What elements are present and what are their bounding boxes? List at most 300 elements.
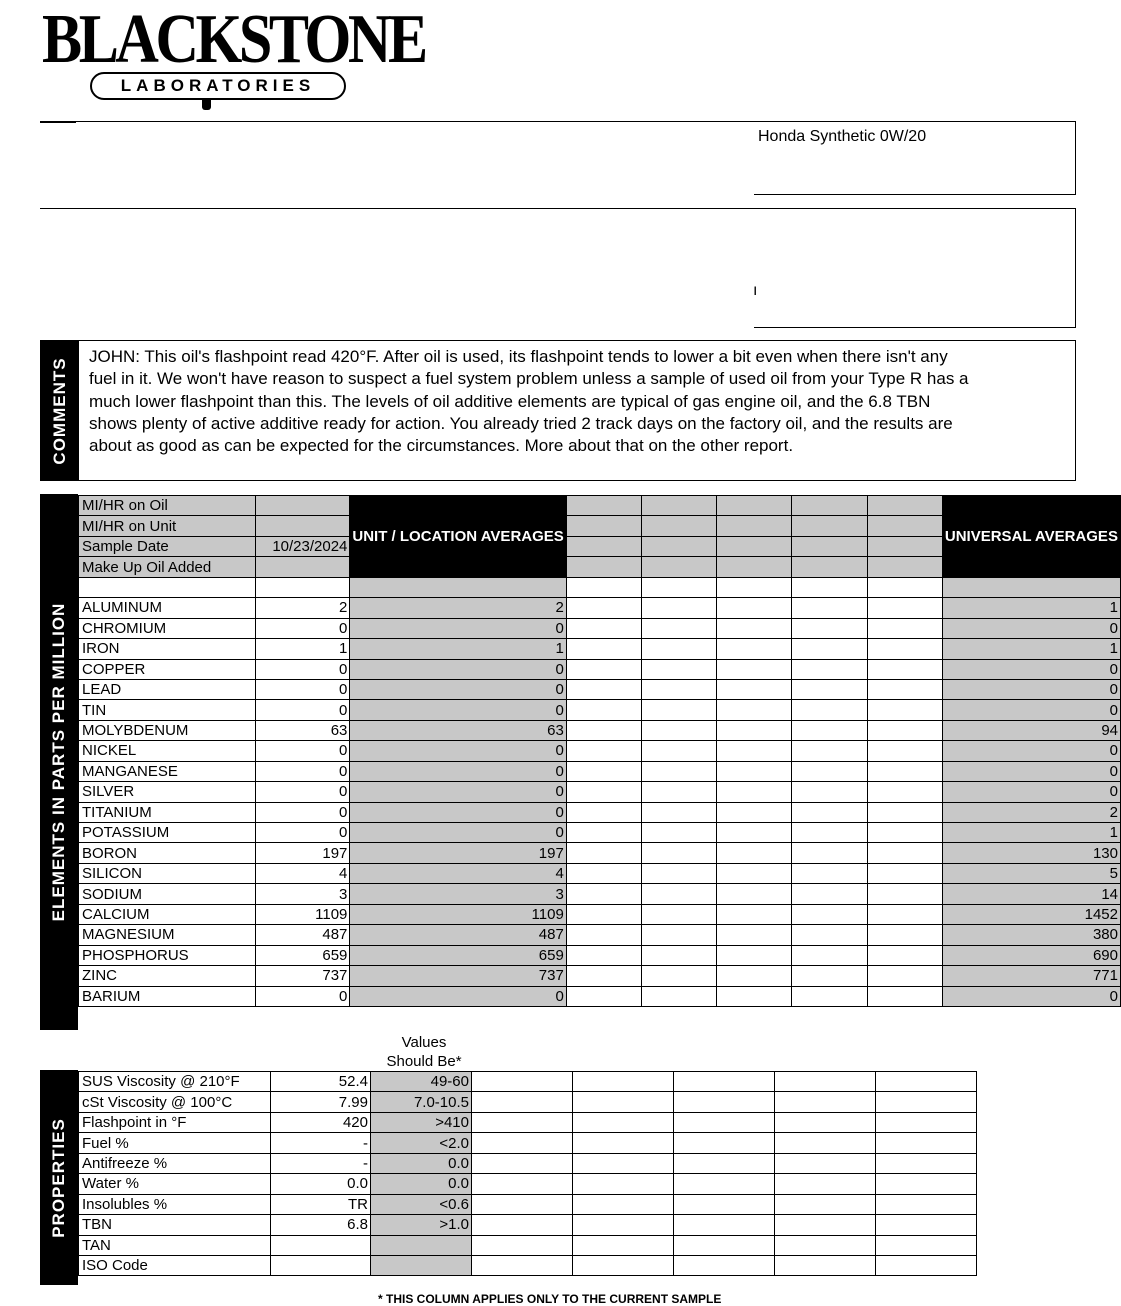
history-cell: [573, 1174, 674, 1194]
values-caption-line-1: Values: [401, 1034, 447, 1051]
property-name: Fuel %: [79, 1133, 271, 1153]
history-cell: [566, 741, 641, 761]
element-unit-average: 197: [350, 843, 566, 863]
element-unit-average: 4: [350, 863, 566, 883]
element-name: SODIUM: [79, 884, 256, 904]
history-cell: [674, 1255, 775, 1275]
history-cell: [792, 679, 867, 699]
element-current: 63: [255, 720, 350, 740]
history-cell: [717, 659, 792, 679]
element-name: ALUMINUM: [79, 598, 256, 618]
history-cell: [642, 966, 717, 986]
history-cell: [792, 618, 867, 638]
element-universal-average: 0: [942, 679, 1120, 699]
history-cell: [792, 782, 867, 802]
history-cell: [642, 986, 717, 1006]
history-cell: [876, 1255, 977, 1275]
history-cell: [717, 986, 792, 1006]
elements-table: [78, 495, 1121, 1007]
element-name: MANGANESE: [79, 761, 256, 781]
element-row: [79, 639, 1121, 659]
history-cell: [867, 741, 942, 761]
history-cell: [792, 925, 867, 945]
history-cell: [717, 741, 792, 761]
history-cell: [792, 659, 867, 679]
history-cell: [792, 884, 867, 904]
element-row: [79, 843, 1121, 863]
elements-sidebar: [40, 494, 78, 1030]
element-unit-average: 0: [350, 761, 566, 781]
history-cell: [792, 904, 867, 924]
property-should-be: [371, 1235, 472, 1255]
history-cell: [792, 761, 867, 781]
history-cell: [573, 1133, 674, 1153]
history-cell: [642, 782, 717, 802]
history-cell: [642, 679, 717, 699]
history-cell: [717, 700, 792, 720]
element-row: [79, 802, 1121, 822]
history-cell: [876, 1112, 977, 1132]
history-cell: [775, 1133, 876, 1153]
property-name: Insolubles %: [79, 1194, 271, 1214]
property-should-be: <0.6: [371, 1194, 472, 1214]
element-row: [79, 823, 1121, 843]
element-name: MOLYBDENUM: [79, 720, 256, 740]
history-cell: [642, 925, 717, 945]
element-name: TITANIUM: [79, 802, 256, 822]
history-cell: [566, 720, 641, 740]
element-name: IRON: [79, 639, 256, 659]
history-cell: [867, 843, 942, 863]
history-cell: [867, 496, 942, 516]
history-cell: [867, 823, 942, 843]
history-cell: [717, 843, 792, 863]
element-universal-average: 14: [942, 884, 1120, 904]
history-cell: [642, 720, 717, 740]
history-cell: [775, 1153, 876, 1173]
element-row: [79, 761, 1121, 781]
element-name: POTASSIUM: [79, 823, 256, 843]
element-universal-average: 771: [942, 966, 1120, 986]
element-name: LEAD: [79, 679, 256, 699]
element-current: 0: [255, 679, 350, 699]
history-cell: [642, 904, 717, 924]
element-unit-average: 0: [350, 741, 566, 761]
history-cell: [876, 1174, 977, 1194]
history-cell: [792, 741, 867, 761]
element-universal-average: 5: [942, 863, 1120, 883]
element-name: TIN: [79, 700, 256, 720]
element-universal-average: 0: [942, 700, 1120, 720]
history-cell: [472, 1255, 573, 1275]
element-row: [79, 884, 1121, 904]
spacer-cell: [717, 577, 792, 597]
history-cell: [867, 618, 942, 638]
history-cell: [566, 884, 641, 904]
history-cell: [867, 966, 942, 986]
element-unit-average: 0: [350, 823, 566, 843]
history-cell: [867, 720, 942, 740]
history-cell: [775, 1092, 876, 1112]
element-row: [79, 741, 1121, 761]
history-cell: [717, 782, 792, 802]
element-universal-average: 0: [942, 986, 1120, 1006]
history-cell: [775, 1174, 876, 1194]
history-cell: [717, 639, 792, 659]
element-universal-average: 1: [942, 639, 1120, 659]
history-cell: [566, 761, 641, 781]
history-cell: [566, 679, 641, 699]
history-cell: [573, 1072, 674, 1092]
element-current: 659: [255, 945, 350, 965]
element-row: [79, 720, 1121, 740]
logo-drop-icon: [202, 98, 211, 110]
history-cell: [717, 557, 792, 577]
history-cell: [775, 1194, 876, 1214]
property-should-be: 0.0: [371, 1153, 472, 1173]
element-name: BARIUM: [79, 986, 256, 1006]
history-cell: [566, 536, 641, 556]
element-unit-average: 2: [350, 598, 566, 618]
history-cell: [717, 884, 792, 904]
property-row: [79, 1255, 977, 1275]
element-name: PHOSPHORUS: [79, 945, 256, 965]
element-name: MAGNESIUM: [79, 925, 256, 945]
property-current: 420: [271, 1112, 371, 1132]
element-name: BORON: [79, 843, 256, 863]
history-cell: [717, 679, 792, 699]
property-row: [79, 1092, 977, 1112]
history-cell: [642, 802, 717, 822]
element-row: [79, 782, 1121, 802]
history-cell: [792, 700, 867, 720]
history-cell: [867, 782, 942, 802]
element-current: 487: [255, 925, 350, 945]
element-current: 0: [255, 986, 350, 1006]
history-cell: [792, 863, 867, 883]
history-cell: [566, 496, 641, 516]
logo-wordmark: BLACKSTONE: [42, 1, 425, 78]
element-universal-average: 1: [942, 598, 1120, 618]
element-row: [79, 863, 1121, 883]
element-name: SILVER: [79, 782, 256, 802]
history-cell: [775, 1255, 876, 1275]
spacer-row: [79, 577, 1121, 597]
history-cell: [642, 536, 717, 556]
history-cell: [867, 536, 942, 556]
element-current: 0: [255, 823, 350, 843]
history-cell: [472, 1235, 573, 1255]
property-name: TBN: [79, 1215, 271, 1235]
element-row: [79, 986, 1121, 1006]
element-name: NICKEL: [79, 741, 256, 761]
history-cell: [566, 843, 641, 863]
history-cell: [573, 1092, 674, 1112]
element-universal-average: 380: [942, 925, 1120, 945]
history-cell: [566, 782, 641, 802]
property-current: [271, 1255, 371, 1275]
history-cell: [642, 659, 717, 679]
history-cell: [792, 496, 867, 516]
history-cell: [674, 1215, 775, 1235]
header-label: MI/HR on Unit: [79, 516, 256, 536]
history-cell: [642, 639, 717, 659]
spacer-cell: [942, 577, 1120, 597]
history-cell: [642, 843, 717, 863]
history-cell: [775, 1235, 876, 1255]
history-cell: [573, 1194, 674, 1214]
redacted-area: [40, 122, 754, 196]
values-should-be-caption: [370, 1033, 478, 1071]
spacer-cell: [566, 577, 641, 597]
history-cell: [674, 1153, 775, 1173]
element-current: 0: [255, 741, 350, 761]
header-value: [255, 516, 350, 536]
property-current: -: [271, 1153, 371, 1173]
history-cell: [642, 516, 717, 536]
history-cell: [792, 823, 867, 843]
element-current: 197: [255, 843, 350, 863]
property-current: TR: [271, 1194, 371, 1214]
history-cell: [472, 1194, 573, 1214]
comments-sidebar: [41, 341, 79, 480]
element-name: COPPER: [79, 659, 256, 679]
element-universal-average: 1: [942, 823, 1120, 843]
element-current: 0: [255, 618, 350, 638]
history-cell: [472, 1153, 573, 1173]
history-cell: [566, 598, 641, 618]
history-cell: [792, 802, 867, 822]
element-current: 737: [255, 966, 350, 986]
history-cell: [717, 904, 792, 924]
history-cell: [674, 1235, 775, 1255]
history-cell: [867, 679, 942, 699]
history-cell: [566, 945, 641, 965]
property-should-be: <2.0: [371, 1133, 472, 1153]
property-current: 6.8: [271, 1215, 371, 1235]
element-universal-average: 0: [942, 741, 1120, 761]
history-cell: [566, 986, 641, 1006]
history-cell: [775, 1112, 876, 1132]
element-current: 3: [255, 884, 350, 904]
property-name: Water %: [79, 1174, 271, 1194]
element-row: [79, 925, 1121, 945]
comments-text: JOHN: This oil's flashpoint read 420°F. After oil is used, its flashpoint tends to lower a bit even when there isn't any fuel in it. We won't have reason to suspect a fuel system problem unless a sample of used oil from your Type R has a much lower flashpoint than this. The levels of oil additive elements are typical of gas engine oil, and the 6.8 TBN shows plenty of active additive ready for action. You already tried 2 track days on the factory oil, and the results are about as good as can be expected for the circumstances. More about that on the other report.: [89, 347, 969, 456]
history-cell: [566, 700, 641, 720]
element-current: 4: [255, 863, 350, 883]
history-cell: [792, 945, 867, 965]
property-name: cSt Viscosity @ 100°C: [79, 1092, 271, 1112]
property-should-be: 49-60: [371, 1072, 472, 1092]
property-row: [79, 1194, 977, 1214]
elements-label: ELEMENTS IN PARTS PER MILLION: [49, 602, 68, 922]
element-current: 0: [255, 700, 350, 720]
history-cell: [642, 557, 717, 577]
history-cell: [867, 598, 942, 618]
properties-table: [78, 1071, 977, 1276]
history-cell: [867, 863, 942, 883]
history-cell: [717, 598, 792, 618]
history-cell: [792, 986, 867, 1006]
history-cell: [566, 925, 641, 945]
history-cell: [674, 1174, 775, 1194]
element-universal-average: 0: [942, 618, 1120, 638]
property-row: [79, 1235, 977, 1255]
history-cell: [642, 598, 717, 618]
history-cell: [867, 986, 942, 1006]
history-cell: [876, 1235, 977, 1255]
property-row: [79, 1112, 977, 1132]
history-cell: [573, 1235, 674, 1255]
history-cell: [792, 516, 867, 536]
history-cell: [472, 1092, 573, 1112]
history-cell: [775, 1072, 876, 1092]
property-current: [271, 1235, 371, 1255]
element-current: 1: [255, 639, 350, 659]
history-cell: [867, 659, 942, 679]
property-current: 0.0: [271, 1174, 371, 1194]
element-unit-average: 1109: [350, 904, 566, 924]
history-cell: [792, 966, 867, 986]
element-row: [79, 659, 1121, 679]
property-should-be: >410: [371, 1112, 472, 1132]
element-row: [79, 700, 1121, 720]
properties-label: PROPERTIES: [49, 1117, 68, 1238]
spacer-cell: [642, 577, 717, 597]
history-cell: [566, 557, 641, 577]
element-unit-average: 737: [350, 966, 566, 986]
history-cell: [867, 904, 942, 924]
history-cell: [876, 1092, 977, 1112]
history-cell: [566, 966, 641, 986]
property-should-be: 7.0-10.5: [371, 1092, 472, 1112]
element-name: ZINC: [79, 966, 256, 986]
history-cell: [642, 761, 717, 781]
history-cell: [867, 639, 942, 659]
universal-averages-header: UNIVERSAL AVERAGES: [942, 496, 1120, 578]
element-row: [79, 904, 1121, 924]
header-label: Sample Date: [79, 536, 256, 556]
history-cell: [876, 1215, 977, 1235]
history-cell: [573, 1112, 674, 1132]
element-unit-average: 0: [350, 618, 566, 638]
element-unit-average: 3: [350, 884, 566, 904]
element-unit-average: 487: [350, 925, 566, 945]
history-cell: [717, 496, 792, 516]
element-current: 0: [255, 802, 350, 822]
comments-box: [40, 340, 1076, 481]
header-label: Make Up Oil Added: [79, 557, 256, 577]
header-label: MI/HR on Oil: [79, 496, 256, 516]
property-row: [79, 1133, 977, 1153]
history-cell: [642, 618, 717, 638]
property-row: [79, 1153, 977, 1173]
history-cell: [867, 925, 942, 945]
history-cell: [792, 639, 867, 659]
element-name: CALCIUM: [79, 904, 256, 924]
property-row: [79, 1072, 977, 1092]
element-unit-average: 0: [350, 986, 566, 1006]
spacer-cell: [79, 577, 256, 597]
element-universal-average: 0: [942, 659, 1120, 679]
history-cell: [717, 945, 792, 965]
redacted-area: [40, 209, 754, 329]
history-cell: [674, 1112, 775, 1132]
element-unit-average: 659: [350, 945, 566, 965]
history-cell: [642, 863, 717, 883]
history-cell: [573, 1153, 674, 1173]
element-unit-average: 0: [350, 700, 566, 720]
spacer-cell: [350, 577, 566, 597]
history-cell: [867, 557, 942, 577]
property-current: 7.99: [271, 1092, 371, 1112]
element-unit-average: 0: [350, 679, 566, 699]
history-cell: [717, 618, 792, 638]
oil-type: Honda Synthetic 0W/20: [758, 128, 927, 145]
element-name: CHROMIUM: [79, 618, 256, 638]
history-cell: [867, 884, 942, 904]
history-cell: [566, 639, 641, 659]
element-universal-average: 0: [942, 782, 1120, 802]
stray-mark: ı: [753, 282, 758, 299]
element-universal-average: 130: [942, 843, 1120, 863]
element-unit-average: 63: [350, 720, 566, 740]
history-cell: [674, 1072, 775, 1092]
history-cell: [792, 557, 867, 577]
footnote: * THIS COLUMN APPLIES ONLY TO THE CURRENT SAMPLE: [378, 1292, 722, 1306]
element-name: SILICON: [79, 863, 256, 883]
element-universal-average: 0: [942, 761, 1120, 781]
history-cell: [566, 823, 641, 843]
history-cell: [876, 1133, 977, 1153]
history-cell: [717, 761, 792, 781]
property-name: Flashpoint in °F: [79, 1112, 271, 1132]
history-cell: [642, 496, 717, 516]
logo-subtitle: LABORATORIES: [90, 72, 346, 100]
history-cell: [566, 516, 641, 536]
history-cell: [472, 1112, 573, 1132]
history-cell: [717, 516, 792, 536]
element-unit-average: 0: [350, 659, 566, 679]
header-value: [255, 557, 350, 577]
history-cell: [867, 516, 942, 536]
history-cell: [472, 1174, 573, 1194]
property-name: TAN: [79, 1235, 271, 1255]
history-cell: [717, 823, 792, 843]
history-cell: [566, 659, 641, 679]
history-cell: [642, 700, 717, 720]
history-cell: [775, 1215, 876, 1235]
history-cell: [472, 1215, 573, 1235]
property-row: [79, 1215, 977, 1235]
history-cell: [566, 904, 641, 924]
history-cell: [717, 925, 792, 945]
element-current: 0: [255, 761, 350, 781]
history-cell: [792, 720, 867, 740]
history-cell: [717, 802, 792, 822]
element-row: [79, 679, 1121, 699]
history-cell: [717, 966, 792, 986]
box-top-edge: [40, 121, 76, 123]
history-cell: [792, 598, 867, 618]
spacer-cell: [255, 577, 350, 597]
property-current: 52.4: [271, 1072, 371, 1092]
element-row: [79, 966, 1121, 986]
history-cell: [792, 843, 867, 863]
history-cell: [876, 1072, 977, 1092]
properties-sidebar: [40, 1070, 78, 1285]
history-cell: [642, 823, 717, 843]
